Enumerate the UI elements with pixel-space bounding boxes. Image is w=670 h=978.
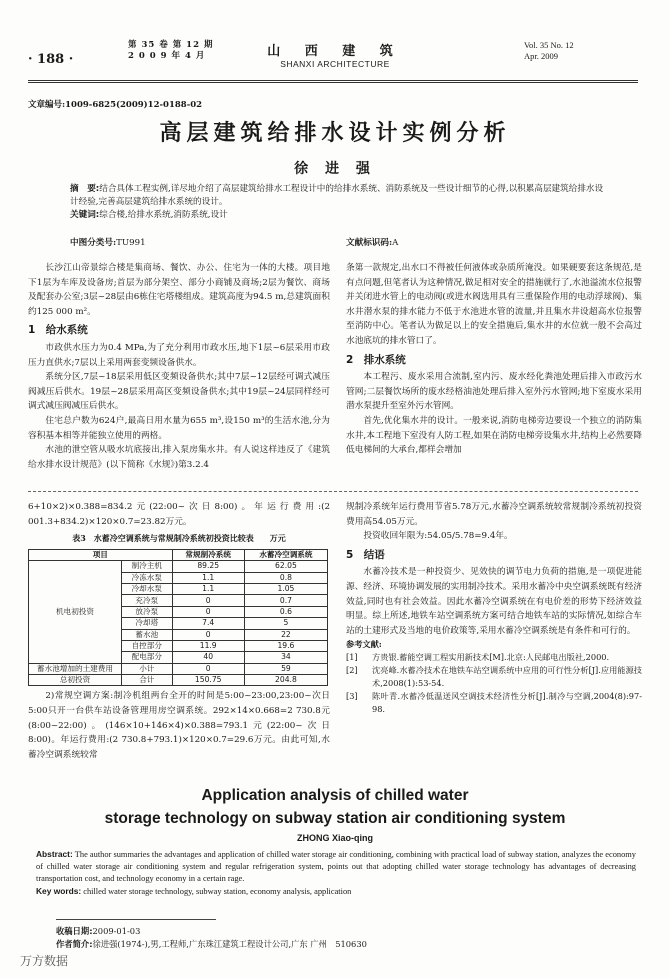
table-cell: 1.05 (244, 583, 327, 594)
continued-paragraph-2: 规制冷系统年运行费用节省5.78万元,水蓄冷空调系统较常规制冷系统初投资费用高54.05万元。 (346, 502, 642, 527)
references (346, 638, 642, 716)
journal-title-cn: 山 西 建 筑 (267, 44, 403, 59)
volume-cn: 第 35 卷 第 12 期 (128, 40, 214, 50)
article-separator (28, 491, 638, 492)
header-rule-2 (28, 82, 638, 83)
table-cell: 0 (172, 606, 244, 617)
doc-code-value: A (392, 238, 399, 248)
table-cell: 11.9 (172, 640, 244, 651)
body-column-left-bottom (28, 500, 330, 762)
table-row (29, 675, 328, 686)
intro-paragraph: 长沙江山帝景综合楼是集商场、餐饮、办公、住宅为一体的大楼。项目地下1层为车库及设备房;首层为部分架空、部分小商铺及商场;2层为餐饮、商场及配套办公室;3层~28层由6栋住宅塔楼组成。建筑高度为94.5 m,总建筑面积约125 000 m²。 (28, 263, 330, 317)
table-cell: 22 (244, 629, 327, 640)
reference-item (346, 690, 642, 716)
section-heading-1: 1 给水系统 (28, 324, 88, 337)
table-cell: 小计 (122, 663, 173, 674)
section2-paragraph: 本工程污、废水采用合流制,室内污、废水经化粪池处理后排入市政污水管网;二层餐饮场所的废水经格油池处理后排入室外污水管网;地下室废水采用潜水泵提升至室外污水管网。 (346, 372, 642, 412)
table-cell: 59 (244, 663, 327, 674)
table-cell: 合计 (122, 675, 173, 686)
table-header-row (29, 549, 328, 560)
page-number: · 188 · (28, 52, 74, 67)
date-cn: 2 0 0 9 年 4 月 (128, 51, 206, 61)
reference-item (346, 664, 642, 690)
table-cell: 1.1 (172, 583, 244, 594)
table-cell: 制冷主机 (122, 561, 173, 572)
reference-number: [2] (346, 665, 358, 676)
table-caption: 表3 水蓄冷空调系统与常规制冷系统初投资比较表 万元 (72, 533, 286, 544)
table-cell: 冷却塔 (122, 618, 173, 629)
table-row (29, 561, 328, 572)
table-cell: 40 (172, 652, 244, 663)
author-bio-text: 徐进强(1974-),男,工程师,广东珠江建筑工程设计公司,广东 广州 510630 (92, 939, 367, 949)
table-group-cell: 总初投资 (29, 675, 122, 686)
reference-number: [3] (346, 691, 358, 702)
table-cell: 62.05 (244, 561, 327, 572)
table-cell: 冷却水泵 (122, 583, 173, 594)
abstract-text: 结合具体工程实例,详尽地介绍了高层建筑给排水工程设计中的给排水系统、消防系统及一些设计细节的心得,以积累高层建筑给排水设计经验,完善高层建筑给排水系统的设计。 (70, 184, 604, 207)
table-cell: 自控部分 (122, 640, 173, 651)
reference-text: 沈亮峰.水蓄冷技术在地铁车站空调系统中应用的可行性分析[J].应用能源技术,2008(1):53-54. (372, 665, 642, 689)
reference-number: [1] (346, 652, 358, 663)
footnote (56, 925, 367, 951)
table-cell: 89.25 (172, 561, 244, 572)
section-heading-2: 2 排水系统 (346, 353, 406, 366)
section1-paragraph: 水池的泄空管从吸水坑底接出,排入泵房集水井。有人说这样违反了《建筑给水排水设计规范》(以下简称《水规》)第3.2.4 (28, 445, 330, 470)
date-en: Apr. 2009 (524, 51, 558, 61)
table-cell: 充冷泵 (122, 595, 173, 606)
table-cell: 1.1 (172, 572, 244, 583)
table-cell: 放冷泵 (122, 606, 173, 617)
table-cell: 19.6 (244, 640, 327, 651)
english-abstract (36, 848, 636, 885)
payback-paragraph: 投资收回年限为:54.05/5.78=9.4年。 (363, 531, 513, 542)
table-cell: 0.8 (244, 572, 327, 583)
english-abstract-label: Abstract: (36, 849, 73, 859)
references-heading: 参考文献: (346, 639, 382, 650)
section1-paragraph: 市政供水压力为0.4 MPa,为了充分利用市政水压,地下1层~6层采用市政压力直供水;7层以上采用两套变频设备供水。 (28, 342, 330, 368)
keywords-text: 综合楼,给排水系统,消防系统,设计 (99, 210, 228, 220)
table-cell: 0.7 (244, 595, 327, 606)
watermark: 万方数据 (20, 954, 69, 968)
english-abstract-block (36, 848, 636, 898)
table-cell: 7.4 (172, 618, 244, 629)
received-date (56, 925, 367, 938)
author-bio (56, 938, 367, 951)
table-row (29, 663, 328, 674)
reference-text: 陈叶青.水蓄冷低温送风空调技术经济性分析[J].制冷与空调,2004(8):97-98. (372, 691, 642, 715)
keywords-cn (70, 209, 610, 222)
section2-paragraph: 首先,优化集水井的设计。一般来说,消防电梯旁边要设一个独立的消防集水井,本工程地下室没有人防工程,如果在消防电梯旁设集水井,结构上必然要降低电梯间的大承台,都样会增加 (346, 415, 642, 456)
body-column-right-bottom (346, 500, 642, 716)
table-cell: 5 (244, 618, 327, 629)
abstract-label: 摘 要: (70, 184, 100, 194)
table-cell: 0 (172, 595, 244, 606)
english-keywords-text: chilled water storage technology, subway station, economy analysis, application (83, 887, 352, 896)
abstract-cn (70, 183, 610, 209)
reference-text: 方贵银.蓄能空调工程实用新技术[M].北京:人民邮电出版社,2000. (372, 652, 610, 663)
received-label: 收稿日期: (56, 926, 93, 936)
table-header-cell: 常规制冷系统 (172, 549, 244, 560)
table-cell: 204.8 (244, 675, 327, 686)
article-number: 文章编号:1009-6825(2009)12-0188-02 (28, 100, 203, 110)
table-cell: 0 (172, 663, 244, 674)
calc-paragraph-2: 2)常规空调方案:制冷机组两台全开的时间是5:00~23:00,23:00~次日5:00只开一台供车站设备管理用房空调系统。292×14×0.668=2 730.8元(8:00~22:00)。(146×10+146×4)×0.388=793.1元(22:00~次日8:00)。年运行费用:(2 730.8+793.1)×120×0.7=29.6万元。由此可知,水蓄冷空调系统较常 (28, 691, 330, 760)
table-cell: 冷冻水泵 (122, 572, 173, 583)
author-cn: 徐 进 强 (294, 161, 376, 177)
keywords-label: 关键词: (70, 210, 100, 220)
header-right (524, 40, 634, 62)
clc-value: TU991 (116, 238, 146, 248)
journal-masthead (250, 40, 420, 69)
volume-en: Vol. 35 No. 12 (524, 40, 574, 50)
section1-paragraph: 住宅总户数为624户,最高日用水量为655 m³,设150 m³的生活水池,分为容积基本相等并能独立使用的两格。 (28, 415, 330, 441)
footnote-rule (56, 919, 216, 920)
table-cell: 蓄水池 (122, 629, 173, 640)
table-cell: 34 (244, 652, 327, 663)
table-group-cell: 蓄水池增加的土建费用 (29, 663, 122, 674)
table-cell: 配电部分 (122, 652, 173, 663)
section1-paragraph: 系统分区,7层~18层采用低区变频设备供水;其中7层~12层经可调式减压阀减压后供水。19层~28层采用高区变频设备供水;其中19层~24层同样经可调式减压阀减压后供水。 (28, 372, 330, 412)
english-keywords (36, 885, 636, 898)
english-abstract-text: The author summaries the advantages and application of chilled water storage air conditioning, combining with practical load of subway station, analyzes the economy of chilled water storage air conditioning system and regular refrigeration system, points out that adopting chilled water storage technology has advantages of decreasing transportation cost, and technology economy in a certain rage. (36, 850, 636, 883)
volume-issue-cn (128, 40, 213, 62)
table-group-cell: 机电初投资 (29, 561, 122, 664)
header-rule (28, 80, 638, 81)
article-title-cn: 高层建筑给排水设计实例分析 (159, 121, 511, 146)
calc-paragraph: 6+10×2)×0.388=834.2元(22:00~次日8:00)。年运行费用:(2 001.3+834.2)×120×0.7=23.82万元。 (28, 502, 330, 527)
english-title-line1: Application analysis of chilled water (201, 787, 469, 804)
table-cell: 150.75 (172, 675, 244, 686)
table-header-cell: 项目 (29, 549, 173, 560)
table-cell: 0 (172, 629, 244, 640)
received-value: 2009-01-03 (92, 926, 141, 936)
english-title-line2: storage technology on subway station air conditioning system (104, 810, 566, 827)
table-cell: 0.6 (244, 606, 327, 617)
section-heading-5: 5 结语 (346, 548, 385, 561)
doc-code (346, 236, 398, 248)
continued-paragraph: 条第一款规定,出水口不得被任何液体或杂质所淹没。如果硬要套这条规范,是有点问题,但笔者认为这种情况,做足相对安全的措施就行了,水池溢流水位报警并关闭进水管上的电动阀(或进水阀选用具有三重保险作用的电动浮球阀)、集水井潜水泵的排水能力不低于水池进水管的流量,并且集水井设超高水位报警至消防中心。笔者认为做足以上的安全措施后,集水井的水位就一般不会高过水池底坑的排水管口了。 (346, 263, 642, 346)
english-keywords-label: Key words: (36, 886, 82, 896)
conclusion-paragraph: 水蓄冷技术是一种投资少、见效快的调节电力负荷的措施,是一项促进能源、经济、环境协调发展的实用制冷技术。采用水蓄冷中央空调系统既有经济效益,同时也有社会效益。因此水蓄冷空调系统在有电价差的形势下经济效益明显。综上所述,地铁车站空调系统方案可结合地铁车站的实际情况,如综合车站的土建形式及当地的电价政策等,采用水蓄冷空调系统是有条件和可行的。 (346, 567, 642, 636)
reference-item (346, 651, 642, 664)
body-column-left-top (28, 261, 330, 472)
english-author: ZHONG Xiao-qing (297, 833, 373, 843)
abstract-block (70, 183, 610, 222)
table-header-cell: 水蓄冷空调系统 (244, 549, 327, 560)
body-column-right-top (346, 261, 642, 458)
clc-label: 中图分类号: (70, 238, 117, 248)
journal-title-en: SHANXI ARCHITECTURE (280, 59, 390, 69)
investment-comparison-table (28, 549, 328, 687)
author-bio-label: 作者简介: (56, 939, 93, 949)
classification-row (70, 236, 610, 248)
doc-code-label: 文献标识码: (346, 238, 393, 248)
